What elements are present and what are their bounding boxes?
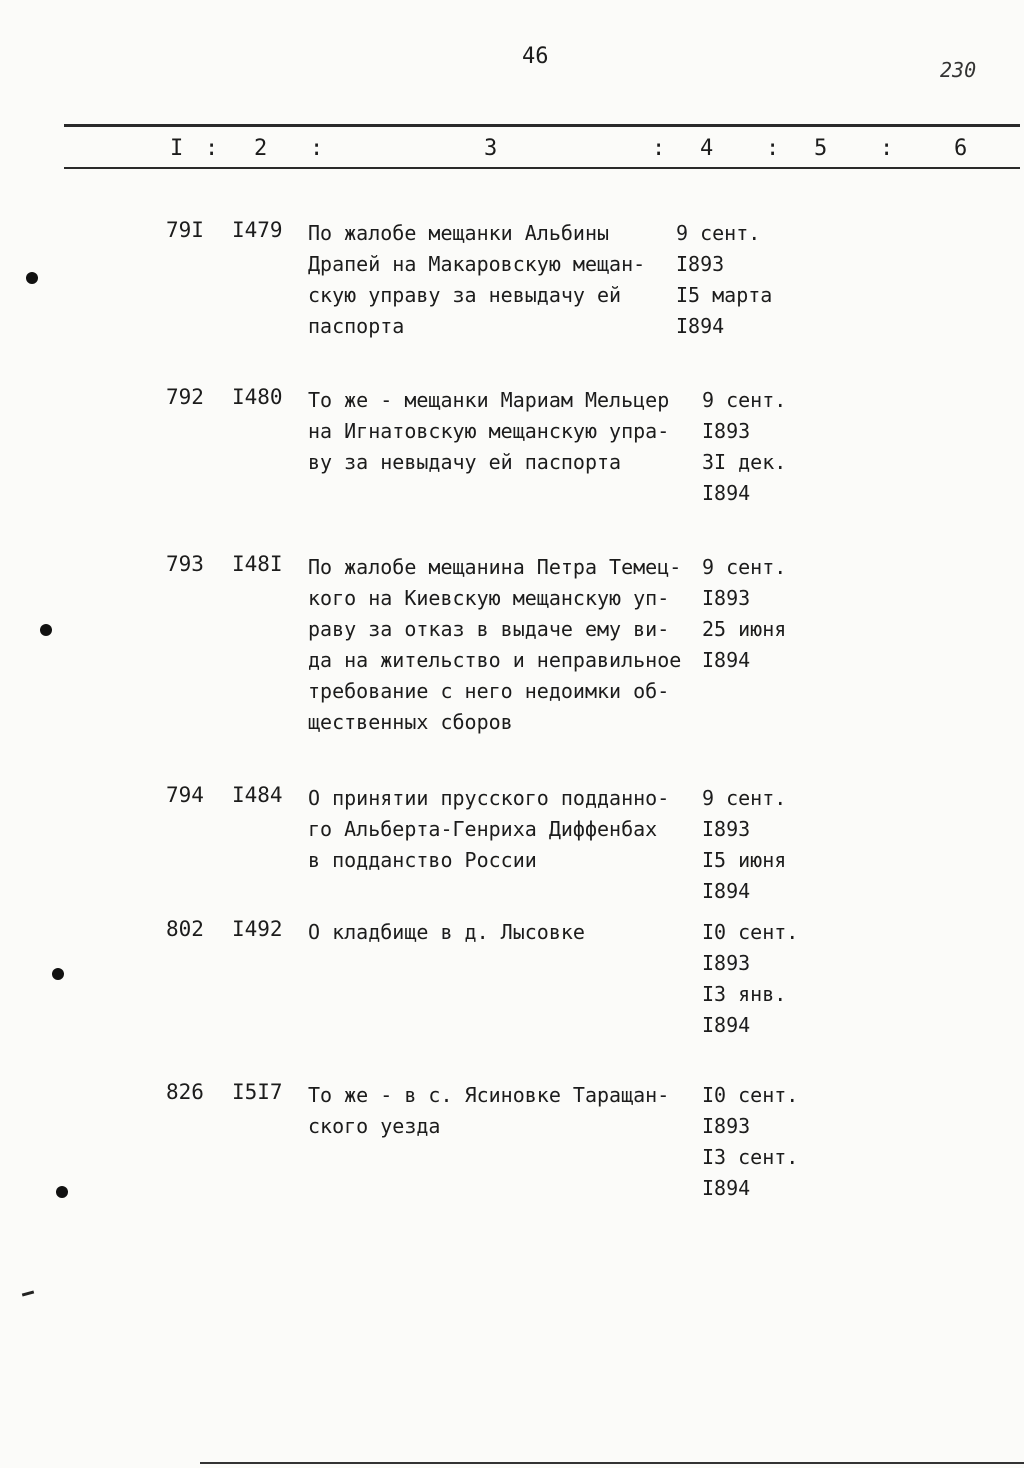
entry-dates: 9 сент. I893 I5 марта I894 bbox=[676, 221, 773, 338]
case-number: I480 bbox=[232, 385, 283, 409]
entry-number: 792 bbox=[166, 385, 204, 409]
entry-title: О кладбище в д. Лысовке bbox=[308, 920, 585, 944]
column-separator: : bbox=[310, 136, 324, 161]
column-header-6: 6 bbox=[954, 136, 968, 161]
case-number: I479 bbox=[232, 218, 283, 242]
column-separator: : bbox=[766, 136, 780, 161]
case-number: I5I7 bbox=[232, 1080, 283, 1104]
header-rule-top bbox=[64, 124, 1020, 127]
header-rule-bottom bbox=[64, 167, 1020, 169]
punch-hole-mark bbox=[26, 272, 38, 284]
entry-number: 826 bbox=[166, 1080, 204, 1104]
column-header-3: 3 bbox=[484, 136, 498, 161]
page-bottom-rule bbox=[200, 1462, 1024, 1464]
column-separator: : bbox=[652, 136, 666, 161]
page-number: 46 bbox=[522, 44, 549, 69]
punch-hole-mark bbox=[52, 968, 64, 980]
entry-title: О принятии прусского подданно- го Альберта-Генриха Диффенбах в подданство России bbox=[308, 786, 670, 872]
case-number: I48I bbox=[232, 552, 283, 576]
column-separator: : bbox=[880, 136, 894, 161]
punch-hole-mark bbox=[56, 1186, 68, 1198]
entry-title: По жалобе мещанки Альбины Драпей на Макаровскую мещан- скую управу за невыдачу ей паспорта bbox=[308, 221, 646, 338]
entry-title: По жалобе мещанина Петра Темец- кого на Киевскую мещанскую уп- раву за отказ в выдаче ему ви- да на жительство и неправильное требование с него недоимки об- щественных сборов bbox=[308, 555, 682, 734]
entry-dates: 9 сент. I893 I5 июня I894 bbox=[702, 786, 787, 903]
column-header-4: 4 bbox=[700, 136, 714, 161]
case-number: I484 bbox=[232, 783, 283, 807]
entry-number: 794 bbox=[166, 783, 204, 807]
entry-dates: I0 сент. I893 I3 янв. I894 bbox=[702, 920, 799, 1037]
column-header-2: 2 bbox=[254, 136, 268, 161]
entry-number: 802 bbox=[166, 917, 204, 941]
punch-hole-mark bbox=[40, 624, 52, 636]
archive-folio-mark: 230 bbox=[940, 58, 977, 82]
case-number: I492 bbox=[232, 917, 283, 941]
column-header-1: I bbox=[170, 136, 184, 161]
entry-number: 793 bbox=[166, 552, 204, 576]
entry-title: То же - в с. Ясиновке Таращан- ского уезда bbox=[308, 1083, 670, 1138]
margin-tick-mark bbox=[22, 1290, 34, 1296]
column-header-5: 5 bbox=[814, 136, 828, 161]
entry-dates: 9 сент. I893 3I дек. I894 bbox=[702, 388, 787, 505]
entry-dates: I0 сент. I893 I3 сент. I894 bbox=[702, 1083, 799, 1200]
entry-number: 79I bbox=[166, 218, 204, 242]
entry-dates: 9 сент. I893 25 июня I894 bbox=[702, 555, 787, 672]
entry-title: То же - мещанки Мариам Мельцер на Игнатовскую мещанскую упра- ву за невыдачу ей паспорта bbox=[308, 388, 670, 474]
column-separator: : bbox=[205, 136, 219, 161]
